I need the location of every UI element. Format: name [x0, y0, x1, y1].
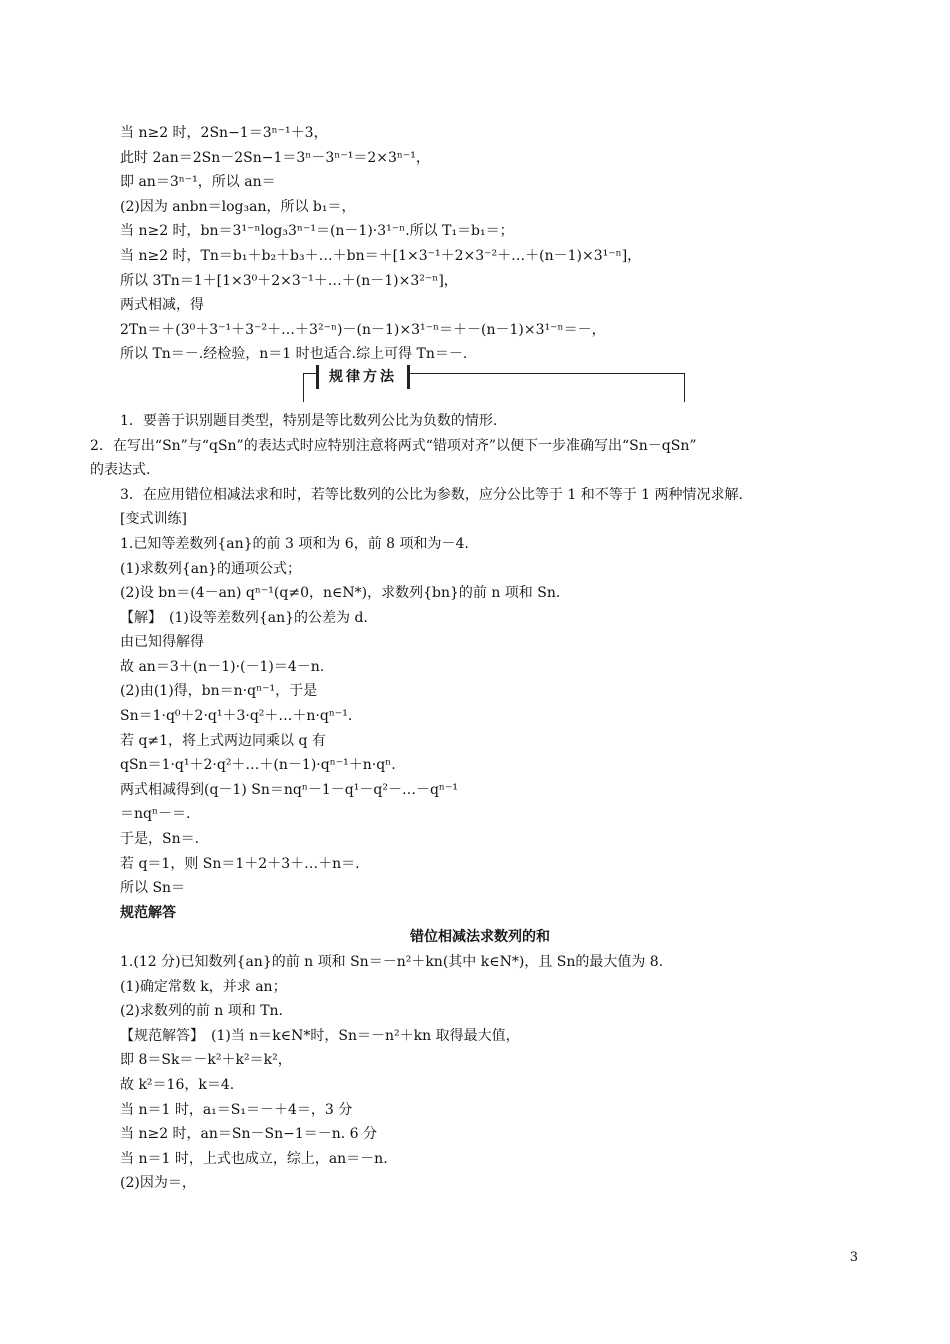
- text-line: 当 n≥2 时，Tn＝b₁＋b₂＋b₃＋…＋bn＝＋[1×3⁻¹＋2×3⁻²＋…＋(n－1)×3¹⁻ⁿ]，: [120, 247, 642, 264]
- text-line: 故 an＝3＋(n－1)·(－1)＝4－n.: [120, 658, 325, 675]
- text-line: 即 8＝Sk＝－k²＋k²＝k²，: [120, 1052, 292, 1069]
- text-line: (2)由(1)得，bn＝n·qⁿ⁻¹，于是: [120, 683, 318, 700]
- section-title: 规律方法: [316, 365, 410, 389]
- standard-solution-block: [120, 950, 840, 1196]
- text-line: 故 k²＝16，k＝4.: [120, 1076, 235, 1093]
- text-line: 两式相减，得: [120, 297, 204, 314]
- text-line: 【解】 (1)设等差数列{an}的公差为 d.: [120, 609, 368, 626]
- text-line: 若 q≠1，将上式两边同乘以 q 有: [120, 732, 326, 749]
- text-line: (1)求数列{an}的通项公式；: [120, 560, 302, 577]
- text-line: 由已知得解得: [120, 634, 204, 651]
- page-content: [90, 121, 840, 1196]
- text-line: (2)因为＝，: [120, 1175, 196, 1192]
- text-line: 所以 3Tn＝1＋[1×3⁰＋2×3⁻¹＋…＋(n－1)×3²⁻ⁿ]，: [120, 272, 458, 289]
- text-line: 当 n≥2 时，bn＝3¹⁻ⁿlog₃3ⁿ⁻¹＝(n－1)·3¹⁻ⁿ.所以 T₁＝b₁＝；: [120, 223, 514, 240]
- text-line: 【规范解答】 (1)当 n＝k∈N*时，Sn＝－n²＋kn 取得最大值，: [120, 1027, 520, 1044]
- text-line: 1.(12 分)已知数列{an}的前 n 项和 Sn＝－n²＋kn(其中 k∈N*)，且 Sn的最大值为 8.: [120, 954, 664, 970]
- text-line: Sn＝1·q⁰＋2·q¹＋3·q²＋…＋n·qⁿ⁻¹.: [120, 708, 353, 725]
- text-line: 当 n＝1 时，上式也成立，综上，an＝－n.: [120, 1150, 388, 1167]
- text-line: (2)设 bn＝(4－an) qⁿ⁻¹(q≠0，n∈N*)，求数列{bn}的前 n 项和 Sn.: [120, 585, 561, 602]
- text-line: 两式相减得到(q－1) Sn＝nqⁿ－1－q¹－q²－…－qⁿ⁻¹: [120, 781, 458, 798]
- solution-block-top: [120, 121, 840, 367]
- text-line: 当 n＝1 时，a₁＝S₁＝－＋4＝，3 分: [120, 1101, 353, 1118]
- page-number: 3: [849, 1250, 858, 1265]
- text-line: [变式训练]: [120, 511, 187, 528]
- text-line: 此时 2an＝2Sn－2Sn−1＝3ⁿ－3ⁿ⁻¹＝2×3ⁿ⁻¹，: [120, 149, 430, 166]
- text-line: 所以 Tn＝－.经检验，n＝1 时也适合.综上可得 Tn＝－.: [120, 346, 468, 363]
- method-item-continuation: 的表达式.: [90, 462, 151, 479]
- method-item: 3．在应用错位相减法求和时，若等比数列的公比为参数，应分公比等于 1 和不等于 1 两种情况求解.: [120, 486, 743, 503]
- heading-center: 错位相减法求数列的和: [410, 929, 550, 946]
- method-item: 2．在写出“Sn”与“qSn”的表达式时应特别注意将两式“错项对齐”以便下一步准确写出“Sn－qSn”: [90, 437, 697, 454]
- text-line: (2)求数列的前 n 项和 Tn.: [120, 1003, 284, 1020]
- practice-block: [120, 507, 840, 901]
- text-line: 若 q＝1，则 Sn＝1＋2＋3＋…＋n＝.: [120, 855, 360, 872]
- text-line: 所以 Sn＝: [120, 880, 186, 897]
- heading-standard: 规范解答: [120, 904, 176, 921]
- method-item: 1．要善于识别题目类型，特别是等比数列公比为负数的情形.: [120, 412, 498, 429]
- text-line: ＝nqⁿ－＝.: [120, 806, 191, 823]
- text-line: 1.已知等差数列{an}的前 3 项和为 6，前 8 项和为－4.: [120, 535, 469, 552]
- text-line: (1)确定常数 k，并求 an；: [120, 978, 287, 995]
- text-line: 当 n≥2 时，2Sn−1＝3ⁿ⁻¹＋3，: [120, 125, 328, 141]
- text-line: (2)因为 anbn＝log₃an，所以 b₁＝，: [120, 198, 356, 215]
- method-list: [90, 409, 840, 507]
- text-line: 当 n≥2 时，an＝Sn－Sn−1＝－n. 6 分: [120, 1126, 378, 1143]
- text-line: 于是，Sn＝.: [120, 831, 200, 848]
- text-line: 即 an＝3ⁿ⁻¹，所以 an＝: [120, 174, 276, 191]
- section-banner: [120, 367, 840, 407]
- text-line: 2Tn＝＋(3⁰＋3⁻¹＋3⁻²＋…＋3²⁻ⁿ)－(n－1)×3¹⁻ⁿ＝＋－(n－1)×3¹⁻ⁿ＝－，: [120, 321, 606, 338]
- text-line: qSn＝1·q¹＋2·q²＋…＋(n－1)·qⁿ⁻¹＋n·qⁿ.: [120, 757, 396, 774]
